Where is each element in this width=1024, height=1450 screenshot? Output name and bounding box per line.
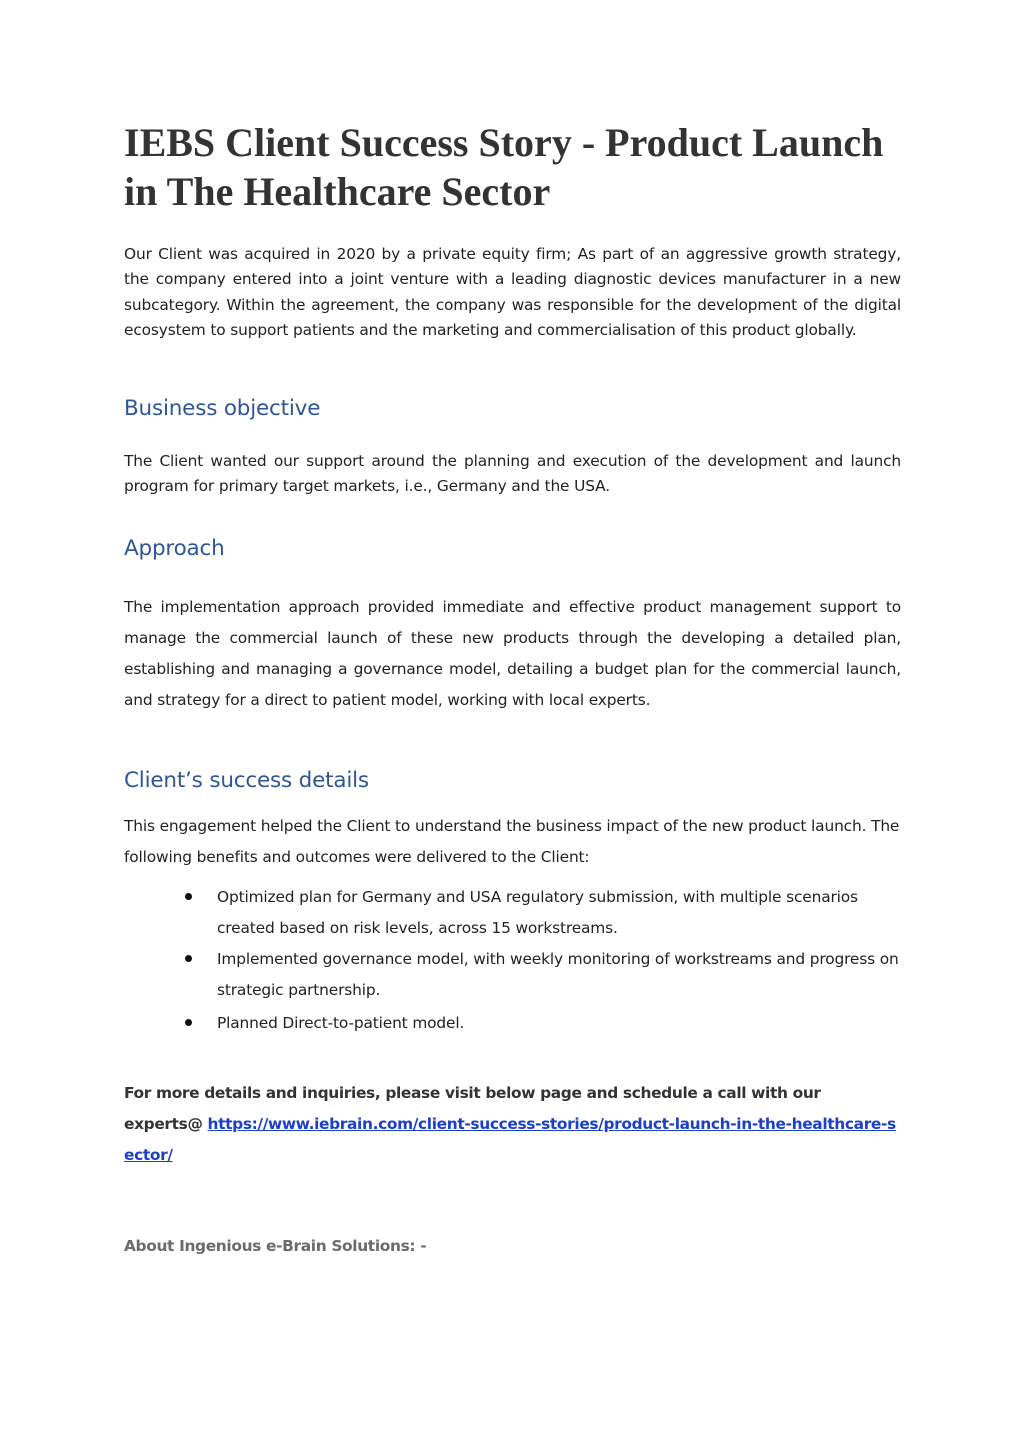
success-details-heading: Client’s success details <box>124 768 369 793</box>
list-item-text: Implemented governance model, with weekly monitoring of workstreams and progress on strategic partnership. <box>217 950 899 999</box>
bullet-icon <box>185 1019 192 1026</box>
list-item-text: Planned Direct-to-patient model. <box>217 1014 465 1032</box>
bullet-icon <box>185 955 192 962</box>
cta-paragraph <box>124 1078 901 1171</box>
success-story-link[interactable]: https://www.iebrain.com/client-success-stories/product-launch-in-the-healthcare-sector/ <box>124 1115 896 1164</box>
benefits-list <box>124 882 901 1039</box>
approach-paragraph: The implementation approach provided immediate and effective product management support to manage the commercial launch of these new products through the developing a detailed plan, establishing and managing a governance model, detailing a budget plan for the commercial launch, and strategy for a direct to patient model, working with local experts. <box>124 598 901 709</box>
business-objective-paragraph: The Client wanted our support around the planning and execution of the development and launch program for primary target markets, i.e., Germany and the USA. <box>124 452 901 496</box>
success-details-paragraph: This engagement helped the Client to understand the business impact of the new product launch. The following benefits and outcomes were delivered to the Client: <box>124 817 900 866</box>
list-item <box>124 944 901 1006</box>
list-item <box>124 1008 901 1039</box>
intro-paragraph: Our Client was acquired in 2020 by a private equity firm; As part of an aggressive growth strategy, the company entered into a joint venture with a leading diagnostic devices manufacturer in a new subcategory. Within the agreement, the company was responsible for the development of the digital ecosystem to support patients and the marketing and commercialisation of this product globally. <box>124 245 901 339</box>
cta-text: For more details and inquiries, please visit below page and schedule a call with our experts@ <box>124 1084 821 1133</box>
business-objective-heading: Business objective <box>124 396 321 421</box>
bullet-icon <box>185 893 192 900</box>
list-item <box>124 882 901 944</box>
list-item-text: Optimized plan for Germany and USA regulatory submission, with multiple scenarios created based on risk levels, across 15 workstreams. <box>217 888 858 937</box>
approach-heading: Approach <box>124 536 225 561</box>
document-title: IEBS Client Success Story - Product Launch in The Healthcare Sector <box>124 120 884 214</box>
about-heading: About Ingenious e-Brain Solutions: - <box>124 1237 427 1255</box>
